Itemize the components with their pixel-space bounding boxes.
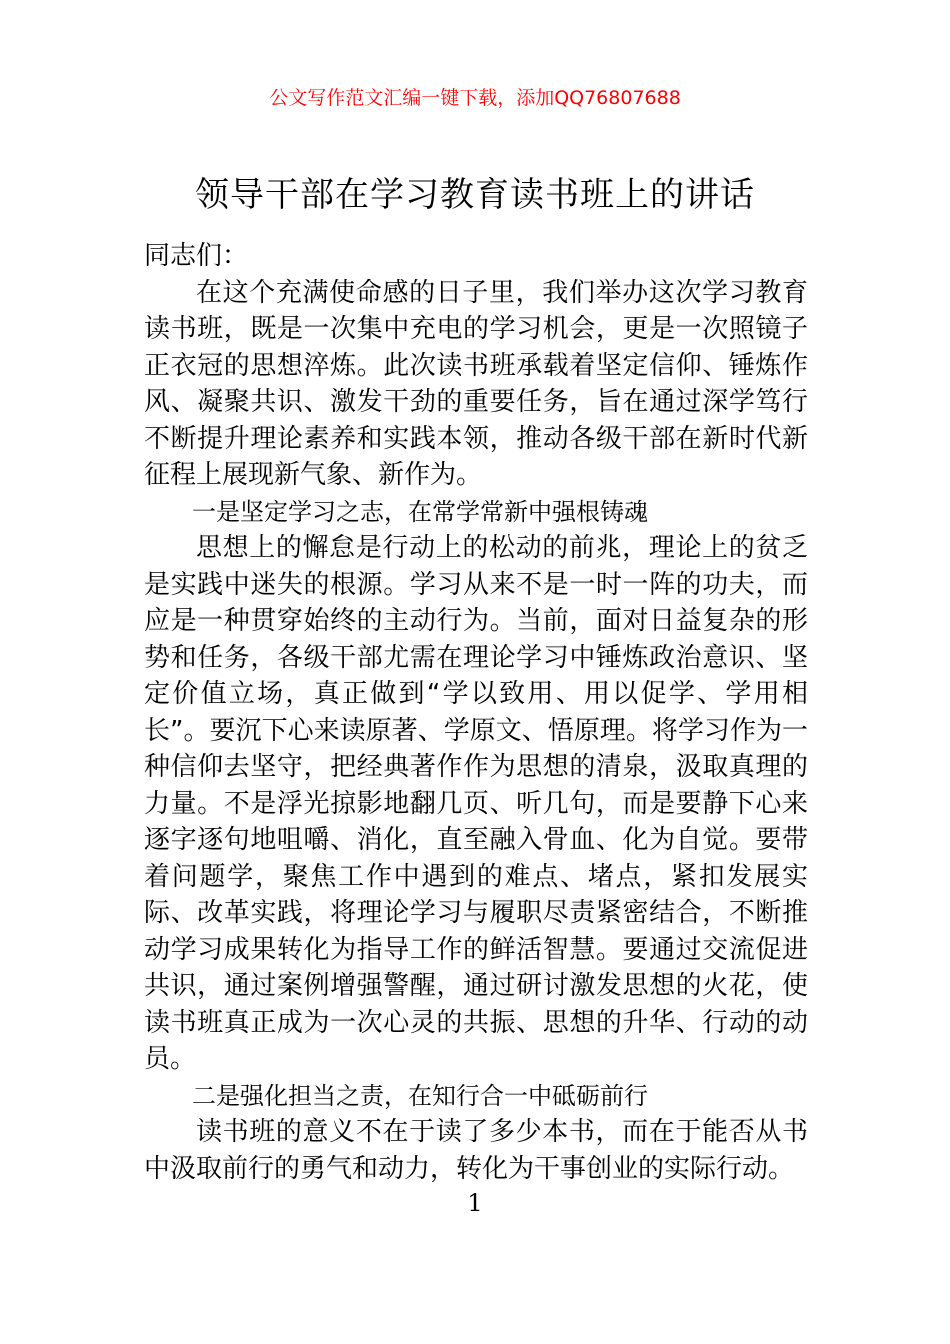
promo-banner-text: 公文写作范文汇编一键下载，添加QQ76807688 [269, 87, 681, 109]
paragraph-intro: 在这个充满使命感的日子里，我们举办这次学习教育读书班，既是一次集中充电的学习机会，更是一次照镜子正衣冠的思想淬炼。此次读书班承载着坚定信仰、锤炼作风、凝聚共识、激发干劲的重要任务，旨在通过深学笃行不断提升理论素养和实践本领，推动各级干部在新时代新征程上展现新气象、新作为。 [144, 277, 808, 490]
document-body [144, 238, 808, 1187]
page-title: 领导干部在学习教育读书班上的讲话 [195, 175, 755, 215]
section-heading-1: 一是坚定学习之志，在常学常新中强根铸魂 [192, 497, 648, 526]
paragraph-section-1: 思想上的懈怠是行动上的松动的前兆，理论上的贫乏是实践中迷失的根源。学习从来不是一时一阵的功夫，而应是一种贯穿始终的主动行为。当前，面对日益复杂的形势和任务，各级干部尤需在理论学习中锤炼政治意识、坚定价值立场，真正做到“学以致用、用以促学、学用相长”。要沉下心来读原著、学原文、悟原理。将学习作为一种信仰去坚守，把经典著作作为思想的清泉，汲取真理的力量。不是浮光掠影地翻几页、听几句，而是要静下心来逐字逐句地咀嚼、消化，直至融入骨血、化为自觉。要带着问题学，聚焦工作中遇到的难点、堵点，紧扣发展实际、改革实践，将理论学习与履职尽责紧密结合，不断推动学习成果转化为指导工作的鲜活智慧。要通过交流促进共识，通过案例增强警醒，通过研讨激发思想的火花，使读书班真正成为一次心灵的共振、思想的升华、行动的动员。 [144, 533, 808, 1074]
section-heading-2: 二是强化担当之责，在知行合一中砥砺前行 [192, 1081, 648, 1110]
paragraph-section-2: 读书班的意义不在于读了多少本书，而在于能否从书中汲取前行的勇气和动力，转化为干事创业的实际行动。 [144, 1117, 808, 1184]
salutation: 同志们： [144, 241, 249, 271]
page-number: 1 [467, 1189, 483, 1217]
